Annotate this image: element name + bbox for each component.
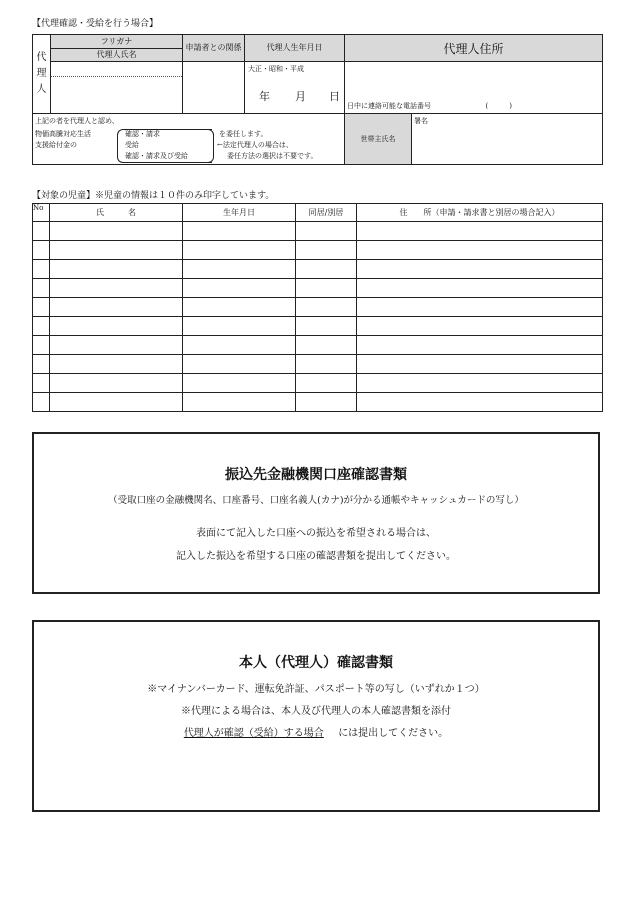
household-label: 世帯主氏名 xyxy=(345,114,412,164)
table-row xyxy=(33,374,603,393)
header-birthdate: 生年月日 xyxy=(183,204,296,222)
consent-cell xyxy=(33,114,345,165)
bank-box-line2: 記入した振込を希望する口座の確認書類を提出してください。 xyxy=(176,551,456,562)
header-name: 氏 名 xyxy=(50,204,183,222)
id-box-line1: ※マイナンバーカード、運転免許証、パスポート等の写し（いずれか１つ） xyxy=(147,684,485,695)
relation-label: 申請者との関係 xyxy=(183,35,245,62)
proxy-table xyxy=(32,34,603,165)
table-row xyxy=(33,393,603,412)
consent-line3: 支援給付金の xyxy=(35,141,77,149)
furigana-label: フリガナ xyxy=(51,35,183,49)
signature-field[interactable] xyxy=(412,114,602,164)
year-unit: 年 xyxy=(259,90,270,103)
consent-line1: 上記の者を代理人と認め、 xyxy=(35,117,119,125)
proxy-side-label: 代 理 人 xyxy=(33,35,51,114)
birthdate-field[interactable] xyxy=(245,62,345,114)
day-unit: 日 xyxy=(329,90,340,103)
household-cell xyxy=(345,114,603,165)
id-box-line3-underlined: 代理人が確認（受給）する場合 xyxy=(183,728,324,739)
id-box-line3-rest: には提出してください。 xyxy=(338,728,449,739)
id-box-title: 本人（代理人）確認書類 xyxy=(239,655,393,671)
table-row xyxy=(33,279,603,298)
children-section-title: 【対象の児童】※児童の情報は１０件のみ印字しています。 xyxy=(32,191,275,201)
choice-both[interactable]: 確認・請求及び受給 xyxy=(125,152,188,160)
id-document-box xyxy=(32,620,600,812)
bank-document-box xyxy=(32,432,600,594)
address-label: 代理人住所 xyxy=(345,35,603,62)
consent-line2: 物価高騰対応生活 xyxy=(35,130,91,138)
proxy-section-title: 【代理確認・受給を行う場合】 xyxy=(32,19,159,29)
header-address: 住 所（申請・請求書と別居の場合記入） xyxy=(357,204,603,222)
table-row xyxy=(33,336,603,355)
birthdate-label: 代理人生年月日 xyxy=(245,35,345,62)
choice-confirm[interactable]: 確認・請求 xyxy=(125,130,160,138)
legal-note-2: 委任方法の選択は不要です。 xyxy=(227,152,318,160)
table-row xyxy=(33,317,603,336)
choice-bracket-right xyxy=(201,129,214,163)
id-box-line2: ※代理による場合は、本人及び代理人の本人確認書類を添付 xyxy=(181,706,451,717)
proxy-furigana-field[interactable] xyxy=(51,62,182,77)
relation-field[interactable] xyxy=(183,62,245,114)
header-no: No xyxy=(33,204,50,222)
table-row xyxy=(33,241,603,260)
era-options: 大正・昭和・平成 xyxy=(248,65,304,73)
table-row xyxy=(33,298,603,317)
table-row xyxy=(33,260,603,279)
header-living: 同居/別居 xyxy=(296,204,357,222)
bank-box-subtitle: （受取口座の金融機関名、口座番号、口座名義人(カナ)が分かる通帳やキャッシュカードの写し） xyxy=(108,495,524,506)
table-row xyxy=(33,355,603,374)
choice-receive[interactable]: 受給 xyxy=(125,141,139,149)
bank-box-line1: 表面にて記入した口座への振込を希望される場合は、 xyxy=(196,528,436,539)
bank-box-title: 振込先金融機関口座確認書類 xyxy=(225,467,407,483)
seal-label: 署名 xyxy=(414,117,428,125)
children-table xyxy=(32,203,603,412)
legal-note-1: ←法定代理人の場合は、 xyxy=(217,141,293,149)
name-label: 代理人氏名 xyxy=(51,49,183,62)
proxy-name-field[interactable] xyxy=(51,62,183,114)
phone-label: 日中に連絡可能な電話番号 xyxy=(347,102,431,110)
table-row xyxy=(33,222,603,241)
month-unit: 月 xyxy=(295,90,306,103)
address-field[interactable] xyxy=(345,62,603,114)
phone-paren: ( ) xyxy=(485,102,512,110)
delegate-text: を委任します。 xyxy=(219,130,268,138)
